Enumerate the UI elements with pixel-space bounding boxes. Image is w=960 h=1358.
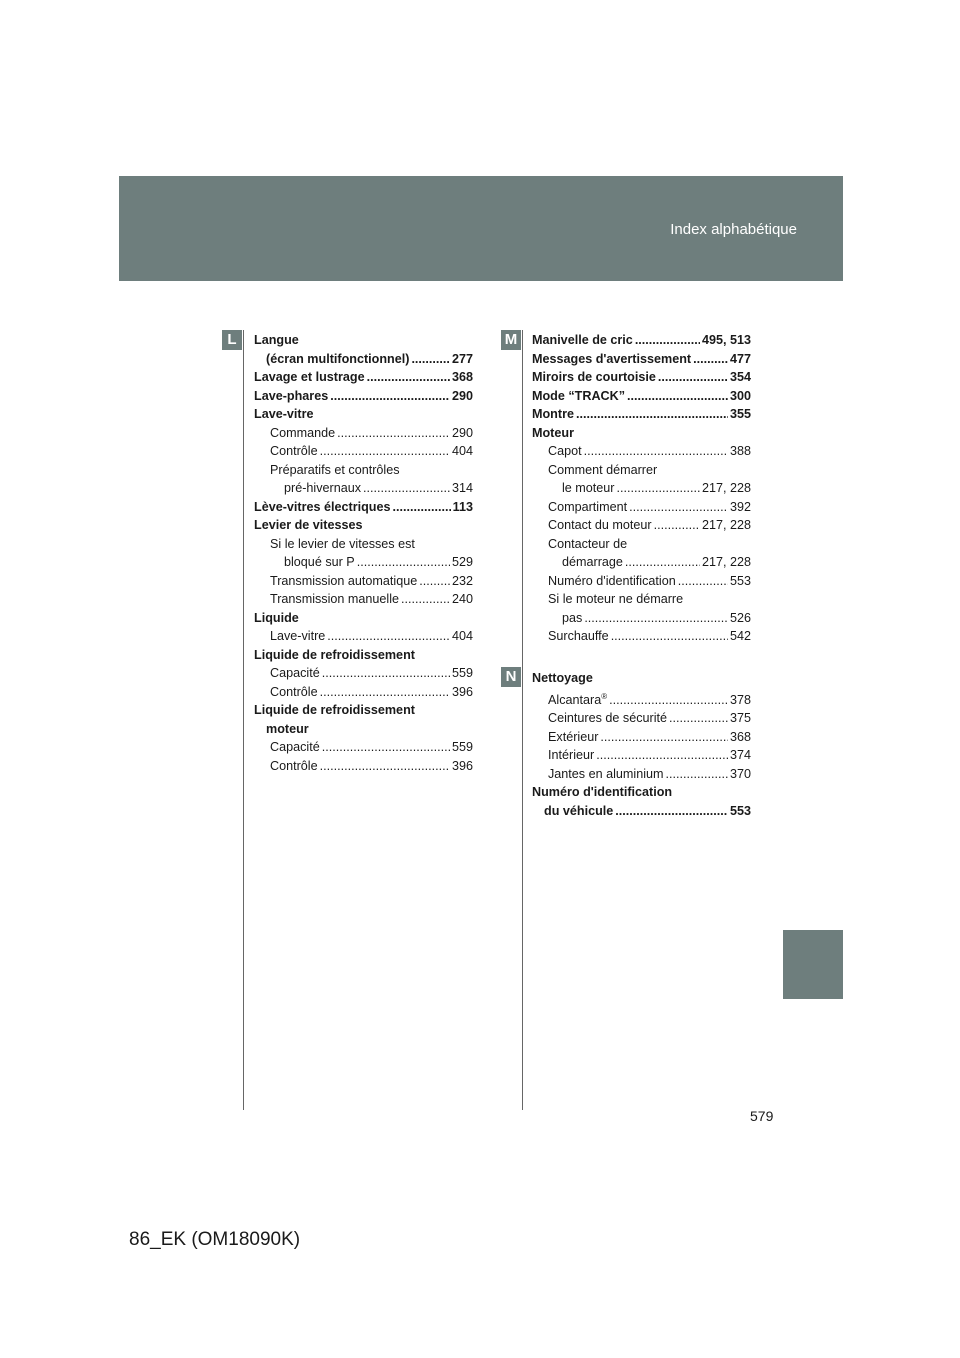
header-band bbox=[119, 176, 843, 281]
page-number: 579 bbox=[750, 1108, 774, 1124]
index-subentry: pas ..... 526 bbox=[532, 609, 751, 628]
section-letter-m: M bbox=[501, 330, 521, 350]
index-entry: (écran multifonctionnel) ..... 277 bbox=[254, 350, 473, 369]
index-column-right-n bbox=[532, 669, 751, 820]
index-entry: Nettoyage bbox=[532, 671, 593, 685]
header-title: Index alphabétique bbox=[670, 221, 797, 238]
index-subentry: Surchauffe ..... 542 bbox=[532, 627, 751, 646]
index-subentry: Si le moteur ne démarre bbox=[548, 592, 684, 606]
index-subentry: Contacteur de bbox=[548, 536, 628, 551]
index-subentry: Si le levier de vitesses est bbox=[270, 536, 415, 551]
section-letter-n: N bbox=[501, 667, 521, 687]
index-entry: Messages d'avertissement ..... 477 bbox=[532, 350, 751, 369]
index-subentry: Lave-vitre ..... 404 bbox=[254, 627, 473, 646]
index-subentry: Capacité ..... 559 bbox=[254, 738, 473, 757]
index-subentry: Contrôle ..... 396 bbox=[254, 683, 473, 702]
index-subentry: Extérieur ..... 368 bbox=[532, 728, 751, 747]
index-column-right bbox=[532, 331, 751, 646]
index-subentry: Compartiment ..... 392 bbox=[532, 498, 751, 517]
index-entry: Lave-vitre bbox=[254, 407, 314, 421]
index-subentry: Alcantara® ..... 378 bbox=[532, 688, 751, 710]
section-letter-l: L bbox=[222, 330, 242, 350]
index-subentry: Capot ..... 388 bbox=[532, 442, 751, 461]
index-subentry: Comment démarrer bbox=[548, 462, 658, 477]
index-entry: Lavage et lustrage ..... 368 bbox=[254, 368, 473, 387]
index-entry: du véhicule ..... 553 bbox=[532, 802, 751, 821]
index-entry: Montre ..... 355 bbox=[532, 405, 751, 424]
index-entry: Levier de vitesses bbox=[254, 518, 363, 532]
index-entry: Lève-vitres électriques ..... 113 bbox=[254, 498, 473, 517]
document-id: 86_EK (OM18090K) bbox=[129, 1229, 301, 1250]
index-subentry: Transmission automatique ..... 232 bbox=[254, 572, 473, 591]
index-entry: Liquide de refroidissement bbox=[254, 703, 415, 717]
index-subentry: démarrage ..... 217, 228 bbox=[532, 553, 751, 572]
index-entry: Mode “TRACK” ..... 300 bbox=[532, 387, 751, 406]
section-tab bbox=[783, 930, 843, 999]
index-entry: moteur bbox=[266, 721, 309, 736]
index-subentry: le moteur ..... 217, 228 bbox=[532, 479, 751, 498]
index-subentry: Intérieur ..... 374 bbox=[532, 746, 751, 765]
column-divider-right bbox=[522, 330, 523, 1110]
index-subentry: Commande ..... 290 bbox=[254, 424, 473, 443]
index-subentry: Contrôle ..... 396 bbox=[254, 757, 473, 776]
index-subentry: Transmission manuelle ..... 240 bbox=[254, 590, 473, 609]
index-subentry: Capacité ..... 559 bbox=[254, 664, 473, 683]
column-divider-left bbox=[243, 330, 244, 1110]
index-entry: Liquide de refroidissement bbox=[254, 647, 415, 662]
index-subentry: Contact du moteur ..... 217, 228 bbox=[532, 516, 751, 535]
index-entry: Langue bbox=[254, 333, 299, 347]
index-subentry: Préparatifs et contrôles bbox=[270, 462, 400, 477]
index-entry: Liquide bbox=[254, 610, 299, 625]
index-subentry: Contrôle ..... 404 bbox=[254, 442, 473, 461]
index-subentry: Numéro d'identification ..... 553 bbox=[532, 572, 751, 591]
index-entry: Miroirs de courtoisie ..... 354 bbox=[532, 368, 751, 387]
index-entry: Manivelle de cric ..... 495, 513 bbox=[532, 331, 751, 350]
index-column-left bbox=[254, 331, 473, 775]
index-entry: Numéro d'identification bbox=[532, 785, 673, 800]
index-subentry: bloqué sur P ..... 529 bbox=[254, 553, 473, 572]
index-subentry: Jantes en aluminium ..... 370 bbox=[532, 765, 751, 784]
index-entry: Moteur bbox=[532, 425, 574, 440]
index-subentry: Ceintures de sécurité ..... 375 bbox=[532, 709, 751, 728]
index-entry: Lave-phares ..... 290 bbox=[254, 387, 473, 406]
index-subentry: pré-hivernaux ..... 314 bbox=[254, 479, 473, 498]
